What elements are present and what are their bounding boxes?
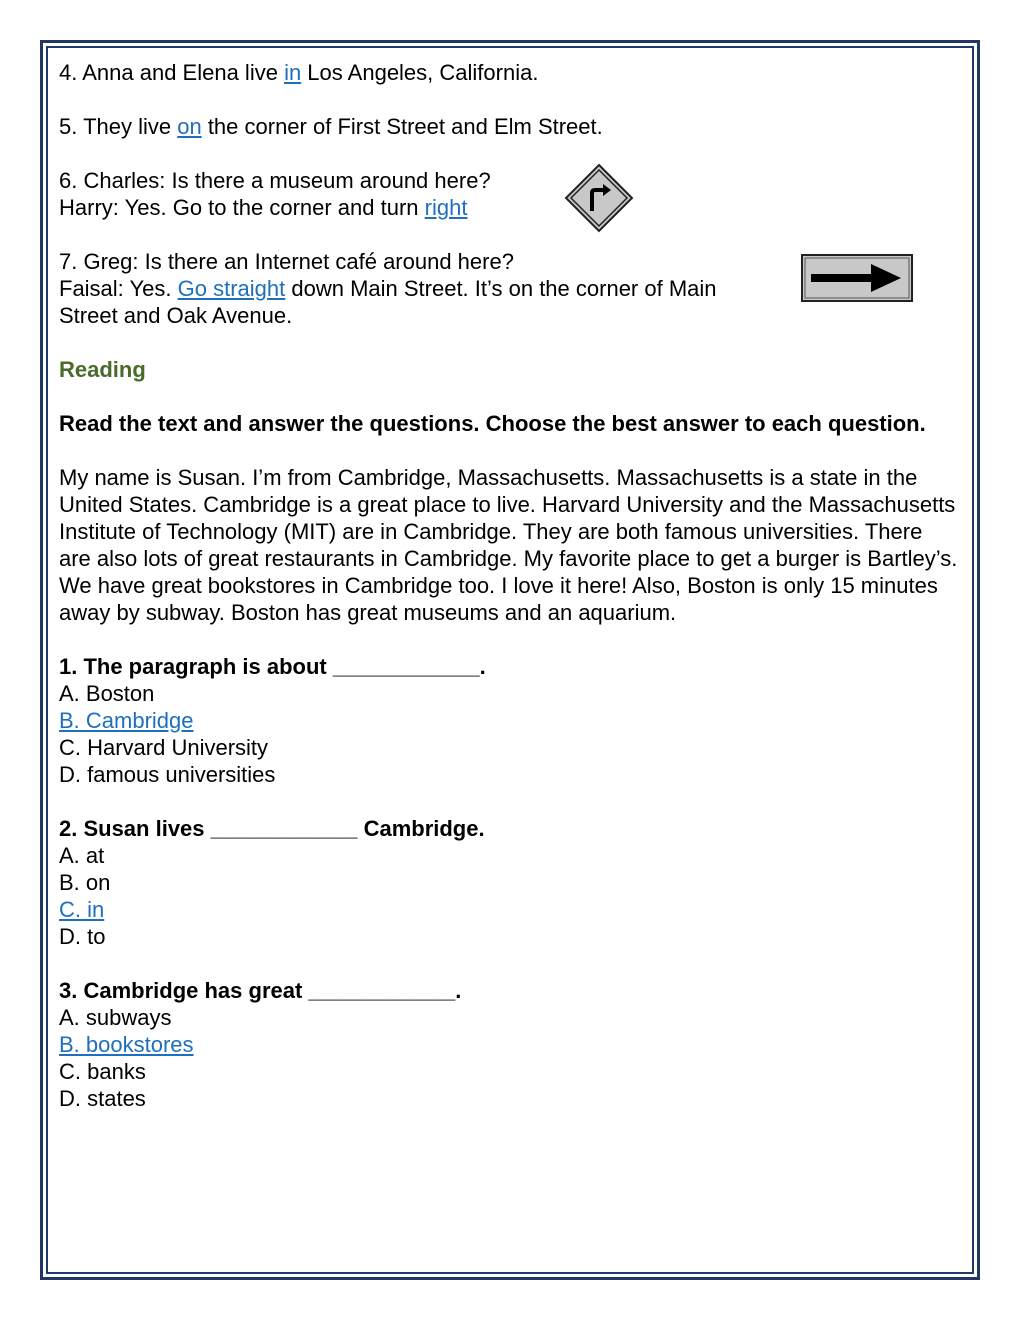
q7-line1: 7. Greg: Is there an Internet café around here?: [59, 249, 514, 274]
mc-question-1: [59, 653, 959, 788]
answer-q5: on: [177, 114, 202, 139]
question-4: 4. Anna and Elena live in Los Angeles, California.: [59, 60, 539, 85]
worksheet-content: [59, 59, 959, 1139]
straight-arrow-sign-icon: [801, 254, 913, 304]
q6-line1: 6. Charles: Is there a museum around here?: [59, 168, 491, 193]
mc-option: C. banks: [59, 1059, 146, 1084]
mc-option-correct: B. Cambridge: [59, 708, 194, 733]
answer-q7: Go straight: [177, 276, 286, 301]
mc-option: C. Harvard University: [59, 735, 269, 760]
mc-question-1-prompt: 1. The paragraph is about ____________.: [59, 654, 486, 679]
mc-question-2-prompt: 2. Susan lives ____________ Cambridge.: [59, 816, 485, 841]
turn-right-sign-icon: [564, 163, 634, 233]
question-6: [59, 167, 959, 221]
q7-line2: Faisal: Yes. Go straight down Main Street. It’s on the corner of Main Street and Oak Avenue.: [59, 276, 717, 328]
answer-q4: in: [284, 60, 302, 85]
mc-option: A. subways: [59, 1005, 172, 1030]
mc-option: D. famous universities: [59, 762, 276, 787]
mc-question-3-prompt: 3. Cambridge has great ____________.: [59, 978, 462, 1003]
mc-option-correct: B. bookstores: [59, 1032, 194, 1057]
q6-line2: Harry: Yes. Go to the corner and turn right: [59, 195, 468, 220]
mc-option: D. to: [59, 924, 106, 949]
question-5: 5. They live on the corner of First Street and Elm Street.: [59, 114, 603, 139]
mc-option: D. states: [59, 1086, 146, 1111]
mc-option: A. Boston: [59, 681, 155, 706]
mc-question-3: [59, 977, 959, 1112]
mc-option-correct: C. in: [59, 897, 105, 922]
mc-question-2: [59, 815, 959, 950]
reading-instructions: Read the text and answer the questions. Choose the best answer to each question.: [59, 411, 926, 436]
mc-option: B. on: [59, 870, 111, 895]
question-7: [59, 248, 769, 329]
reading-heading: Reading: [59, 357, 146, 382]
answer-q6: right: [424, 195, 468, 220]
reading-passage: My name is Susan. I’m from Cambridge, Massachusetts. Massachusetts is a state in the United States. Cambridge is a great place to live. Harvard University and the Massachusetts Institute of Technology (MIT) are in Cambridge. They are both famous universities. There are also lots of great restaurants in Cambridge. My favorite place to get a burger is Bartley’s. We have great bookstores in Cambridge too. I love it here! Also, Boston is only 15 minutes away by subway. Boston has great museums and an aquarium.: [59, 465, 958, 625]
mc-option: A. at: [59, 843, 105, 868]
